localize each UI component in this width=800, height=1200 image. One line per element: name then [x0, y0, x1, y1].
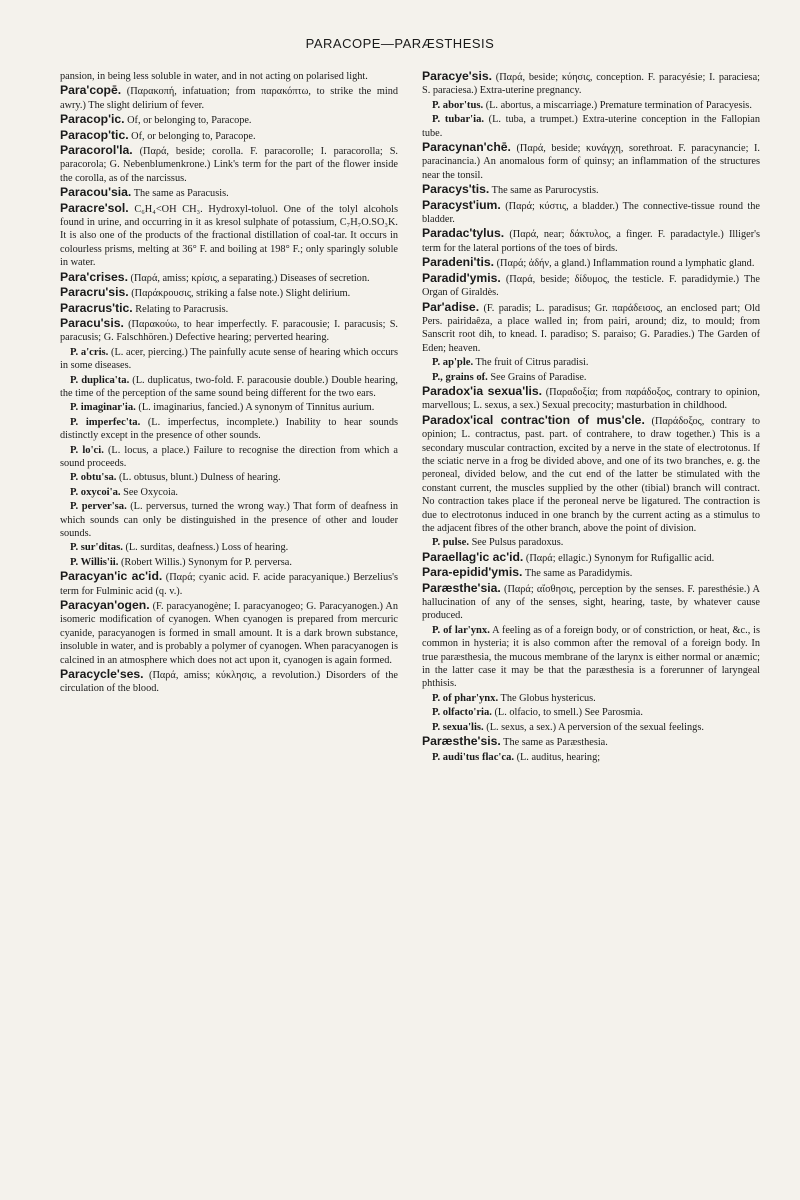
entry-definition: (Παρά; αἴσθησις, perception by the senses. F. paresthésie.) A hallucination of any of the senses, sight, hearing, taste, by whatever cause produced.	[422, 583, 760, 622]
entry-definition: (L. imaginarius, fancied.) A synonym of Tinnitus aurium.	[135, 402, 375, 414]
entry-headword: P. of lar'ynx.	[432, 624, 490, 636]
sub-entry	[422, 706, 760, 719]
entry-definition: See Pulsus paradoxus.	[469, 537, 564, 549]
entry-headword: Paracorol'la.	[60, 143, 133, 158]
dictionary-entry	[60, 113, 398, 127]
dictionary-entry	[422, 385, 760, 413]
entry-definition: (Παράκρουσις, striking a false note.) Slight delirium.	[128, 288, 351, 300]
sub-entry	[60, 416, 398, 443]
sub-entry	[60, 556, 398, 569]
entry-headword: Paracop'ic.	[60, 112, 125, 127]
entry-definition: (Παρά; κύστις, a bladder.) The connective-tissue round the bladder.	[422, 200, 760, 226]
left-column	[60, 70, 398, 1180]
entry-definition: (L. sexus, a sex.) A perversion of the sexual feelings.	[483, 721, 704, 733]
sub-entry	[422, 751, 760, 764]
entry-definition: (L. obtusus, blunt.) Dulness of hearing.	[116, 472, 281, 484]
entry-definition: (L. tuba, a trumpet.) Extra-uterine conception in the Fallopian tube.	[422, 114, 760, 139]
sub-entry	[60, 346, 398, 373]
entry-headword: Paracu'sis.	[60, 315, 124, 330]
dictionary-entry	[422, 301, 760, 356]
entry-definition: (Παρά, beside; κύησις, conception. F. paracyésie; I. paraciesa; S. paraciesa.) Extra-uterine pregnancy.	[422, 72, 760, 97]
entry-definition: The same as Paræsthesia.	[500, 737, 608, 749]
entry-definition: (L. imperfectus, incomplete.) Inability to hear sounds distinctly except in the presence of other sounds.	[60, 416, 398, 442]
entry-headword: Paracye'sis.	[422, 70, 492, 83]
entry-headword: P. audi'tus flac'ca.	[432, 751, 515, 763]
entry-definition: (Παρά, beside; corolla. F. paracorolle; I. paracorolla; S. paracorola; G. Nebenblumenkrone.) Link's term for the part of the flower inside the corolla, as of the narcissus.	[60, 146, 398, 184]
entry-headword: Paracyan'ogen.	[60, 598, 150, 613]
entry-headword: Par'adise.	[422, 299, 480, 314]
dictionary-entry	[60, 186, 398, 200]
page-columns	[60, 70, 760, 1180]
entry-definition: (Παρά; ellagic.) Synonym for Rufigallic acid.	[523, 552, 715, 564]
dictionary-entry	[422, 414, 760, 536]
dictionary-entry	[60, 84, 398, 112]
entry-definition: Of, or belonging to, Paracope.	[128, 130, 256, 142]
entry-definition: (L. auditus, hearing;	[514, 751, 601, 763]
sub-entry	[60, 471, 398, 484]
entry-headword: P. imaginar'ia.	[70, 402, 136, 414]
entry-definition: (F. paradis; L. paradisus; Gr. παράδεισος, an enclosed part; Old Pers. pairidaêza, a place walled in; from pairi, around; diz, to mould; from Sanscrit root dih, to knead. I. paradiso; S. paraiso; G. Paradies.) The Garden of Eden; heaven.	[422, 302, 760, 354]
dictionary-entry	[60, 129, 398, 143]
entry-headword: Paradeni'tis.	[422, 255, 494, 270]
dictionary-entry	[422, 141, 760, 182]
entry-headword: P. imperfec'ta.	[70, 416, 141, 428]
entry-definition: (L. olfacio, to smell.) See Parosmia.	[491, 707, 643, 719]
entry-definition: The same as Paradidymis.	[522, 568, 633, 580]
sub-entry	[60, 486, 398, 499]
entry-headword: Paræsthe'sis.	[422, 734, 501, 749]
entry-definition: (F. paracyanogène; I. paracyanogeo; G. Paracyanogen.) An isomeric modification of cyanogen. When cyanogen is prepared from mercuric cyanide, paracyanogen is formed in small amount. It is a dark brown substance, insoluble in water, and is probably a polymer of cyanogen. When paracyanogen is calcined in an atmosphere which does not act upon it, cyanogen is again formed.	[60, 601, 398, 666]
entry-definition: (Παρά, amiss; κύκλησις, a revolution.) Disorders of the circulation of the blood.	[60, 670, 398, 695]
dictionary-entry	[422, 70, 760, 98]
entry-definition: (Παραδοξία; from παράδοξος, contrary to opinion, marvellous; L. sexus, a sex.) Sexual precocity; masturbation in childhood.	[422, 386, 760, 412]
dictionary-entry	[60, 570, 398, 598]
dictionary-entry	[422, 582, 760, 623]
entry-headword: Paracou'sia.	[60, 185, 132, 200]
dictionary-entry	[422, 199, 760, 227]
entry-definition: (Robert Willis.) Synonym for P. perversa.	[118, 556, 292, 568]
entry-definition: The same as Parurocystis.	[489, 185, 599, 197]
entry-headword: Paracynan'chē.	[422, 140, 511, 155]
entry-headword: Paracycle'ses.	[60, 667, 144, 682]
dictionary-entry	[422, 272, 760, 300]
entry-headword: P. oxycoi'a.	[70, 486, 121, 498]
entry-headword: P. ap'ple.	[432, 357, 474, 369]
entry-definition: A feeling as of a foreign body, or of constriction, or heat, &c., is common in hysteria; it is also common after the removal of a foreign body. In true paræsthesia, the mucous membrane of the larynx is either normal or anæmic; in the latter case it may be that the paræsthesia is a forerunner of laryngeal phthisis.	[422, 624, 760, 690]
dictionary-entry	[60, 599, 398, 667]
entry-headword: P. tubar'ia.	[432, 114, 485, 126]
dictionary-entry	[60, 271, 398, 285]
entry-headword: Paradox'ical contrac'tion of mus'cle.	[422, 412, 645, 427]
sub-entry	[60, 500, 398, 540]
entry-headword: P. sur'ditas.	[70, 542, 123, 554]
sub-entry	[60, 541, 398, 554]
dictionary-entry	[422, 735, 760, 749]
dictionary-entry	[422, 256, 760, 270]
entry-definition: (Παρακοπή, infatuation; from παρακόπτω, to strike the mind awry.) The slight delirium of fever.	[60, 86, 398, 111]
dictionary-entry	[60, 286, 398, 300]
entry-definition: (L. acer, piercing.) The painfully acute sense of hearing which occurs in some diseases.	[60, 346, 398, 372]
sub-entry	[422, 624, 760, 691]
dictionary-entry	[60, 668, 398, 696]
entry-definition: The same as Paracusis.	[131, 188, 229, 200]
entry-definition: (Παρά, beside; δίδυμος, the testicle. F. paradidymie.) The Organ of Giraldès.	[422, 273, 760, 299]
entry-headword: P. of phar'ynx.	[432, 692, 499, 704]
entry-definition: (Παρακούω, to hear imperfectly. F. paracousie; I. paracusis; S. paracusis; G. Falschhören.) Defective hearing; perverted hearing.	[60, 318, 398, 344]
entry-headword: Para-epidid'ymis.	[422, 565, 523, 580]
entry-headword: Paracru'sis.	[60, 285, 129, 300]
continued-text: pansion, in being less soluble in water, and in not acting on polarised light.	[60, 71, 368, 82]
entry-headword: Paradid'ymis.	[422, 270, 501, 285]
sub-entry	[60, 444, 398, 471]
dictionary-entry	[422, 566, 760, 580]
sub-entry	[422, 371, 760, 384]
entry-headword: Paracyst'ium.	[422, 197, 501, 212]
entry-definition: (Παρά, beside; κυνάγχη, sorethroat. F. paracynancie; I. paracinancia.) An anomalous form of quinsy; an inflammation of the structures near the tonsil.	[422, 143, 760, 181]
entry-headword: P. lo'ci.	[70, 444, 104, 456]
entry-headword: P. obtu'sa.	[70, 472, 117, 484]
entry-headword: P. olfacto'ria.	[432, 707, 492, 719]
entry-headword: P. Willis'ii.	[70, 556, 119, 568]
sub-entry	[422, 99, 760, 112]
entry-definition: Of, or belonging to, Paracope.	[124, 115, 252, 127]
entry-definition: The Globus hystericus.	[498, 692, 596, 704]
entry-definition: (L. perversus, turned the wrong way.) That form of deafness in which sounds can only be distinguished in the presence of other and louder sounds.	[60, 501, 398, 539]
entry-definition: (L. surditas, deafness.) Loss of hearing.	[122, 542, 289, 554]
entry-definition: (Παρά, amiss; κρίσις, a separating.) Diseases of secretion.	[127, 272, 370, 284]
sub-entry	[422, 113, 760, 140]
entry-headword: Paradox'ia sexua'lis.	[422, 383, 543, 398]
right-column	[422, 70, 760, 1180]
entry-definition: Relating to Paracrusis.	[132, 303, 229, 315]
sub-entry	[422, 721, 760, 734]
entry-definition: See Oxycoia.	[120, 486, 179, 498]
entry-headword: Para'crises.	[60, 269, 128, 284]
dictionary-entry	[422, 551, 760, 565]
dictionary-entry	[60, 144, 398, 185]
entry-headword: Paracre'sol.	[60, 200, 129, 215]
entry-definition: (Παράδοξος, contrary to opinion; L. contractus, past. part. of contrahere, to draw together.) This is a secondary muscular contraction, excited by a nerve in the state of electrotonus. If the sciatic nerve in a frog be divided above, and one of its two branches, e. g. the peroneal, divided below, and the cut end of the latter be stimulated with the constant current, the muscles supplied by the other (tibial) branch will contract. No contraction takes place if the peroneal nerve be ligatured. The contraction is due to electrotonus induced in one branch by the current acting as a stimulus to the adjacent fibres of the other branch, above the point of division.	[422, 415, 760, 534]
entry-headword: Paraellag'ic ac'id.	[422, 549, 524, 564]
entry-headword: Paracyan'ic ac'id.	[60, 569, 163, 584]
entry-headword: P. pulse.	[432, 537, 469, 549]
dictionary-entry	[60, 302, 398, 316]
entry-headword: P. a'cris.	[70, 346, 109, 358]
sub-entry	[422, 536, 760, 549]
entry-headword: Para'copē.	[60, 83, 122, 98]
dictionary-entry	[422, 183, 760, 197]
entry-headword: P. duplica'ta.	[70, 374, 130, 386]
entry-headword: Paradac'tylus.	[422, 226, 505, 241]
entry-definition: (Παρά, near; δάκτυλος, a finger. F. paradactyle.) Illiger's term for the lateral portions of the toes of birds.	[422, 229, 760, 254]
running-header: PARACOPE—PARÆSTHESIS	[305, 36, 495, 51]
sub-entry	[422, 692, 760, 705]
entry-headword: Paracop'tic.	[60, 127, 129, 142]
entry-definition: (Παρά; ἀδήν, a gland.) Inflammation round a lymphatic gland.	[494, 258, 755, 270]
entry-definition: (L. duplicatus, two-fold. F. paracousie double.) Double hearing, the time of the perception of the same sound being different for the two ears.	[60, 374, 398, 399]
sub-entry	[60, 401, 398, 414]
sub-entry	[422, 356, 760, 369]
entry-definition: See Grains of Paradise.	[487, 371, 587, 383]
entry-headword: P. perver'sa.	[70, 501, 127, 513]
dictionary-entry	[422, 227, 760, 255]
entry-headword: P., grains of.	[432, 371, 488, 383]
entry-headword: P. abor'tus.	[432, 99, 484, 111]
entry-definition: The fruit of Citrus paradisi.	[473, 357, 589, 369]
entry-headword: Paracrus'tic.	[60, 300, 133, 315]
entry-definition: (Παρά; cyanic acid. F. acide paracyanique.) Berzelius's term for Fulminic acid (q. v.).	[60, 572, 398, 597]
entry-headword: P. sexua'lis.	[432, 721, 484, 733]
sub-entry	[60, 374, 398, 401]
dictionary-entry	[60, 317, 398, 345]
entry-definition: (L. abortus, a miscarriage.) Premature termination of Paracyesis.	[483, 99, 752, 111]
entry-definition: C₆H₄<OH CH₃. Hydroxyl-toluol. One of the tolyl alcohols found in urine, and occurring in it as kresol sulphate of potassium, C₇H₇O.SO₃K. It is also one of the products of the fractional distillation of coal-tar. It occurs in colourless prisms, melting at 36° F. and boiling at 198° F.; only sparingly soluble in water.	[60, 203, 398, 269]
entry-headword: Paracys'tis.	[422, 182, 490, 197]
entry-headword: Paræsthe'sia.	[422, 580, 501, 595]
dictionary-entry	[60, 202, 398, 270]
entry-definition: (L. locus, a place.) Failure to recognise the direction from which a sound proceeds.	[60, 444, 398, 469]
